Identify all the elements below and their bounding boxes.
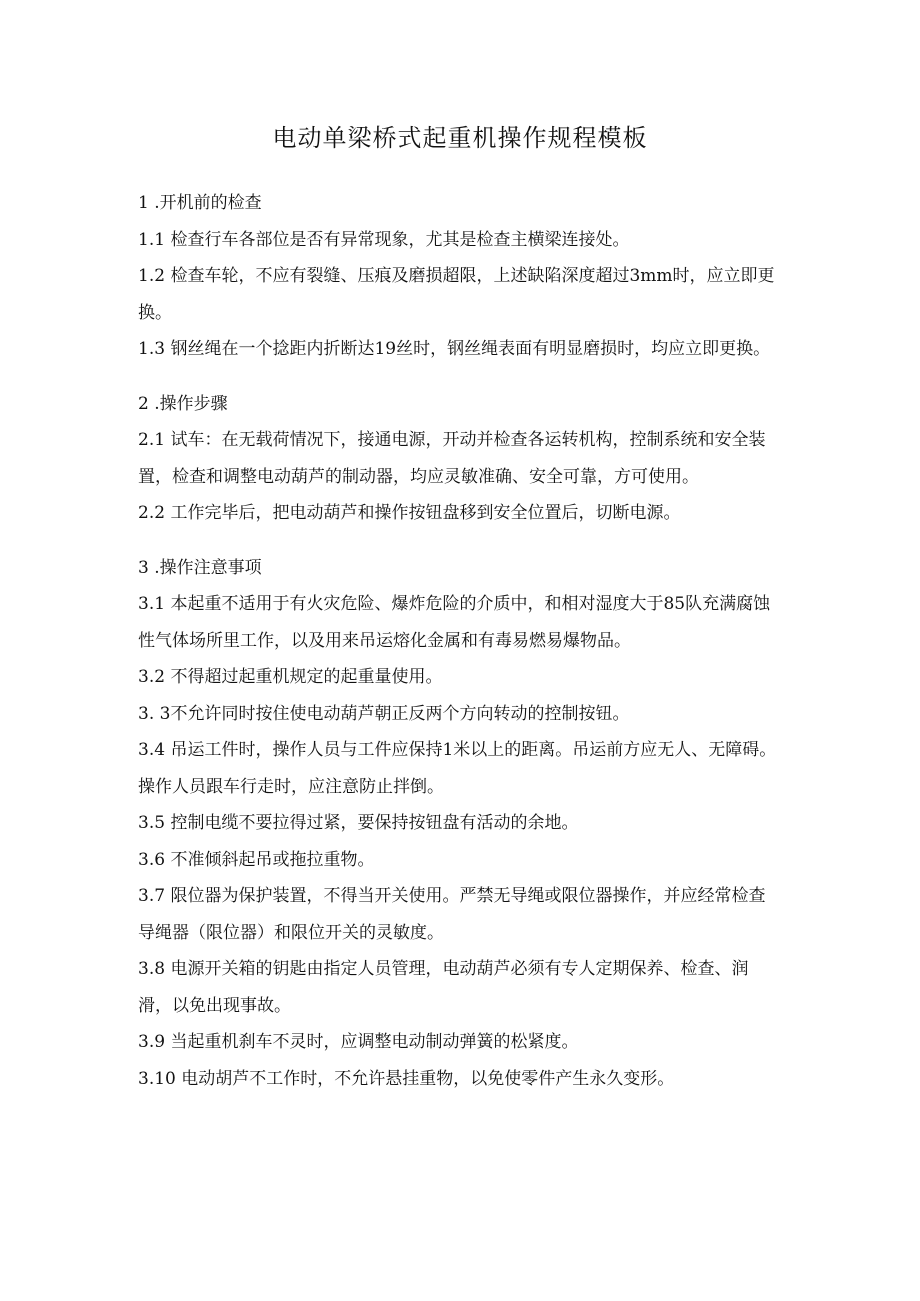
paragraph: 3.5 控制电缆不要拉得过紧，要保持按钮盘有活动的余地。 (138, 813, 579, 833)
paragraph: 3.8 电源开关箱的钥匙由指定人员管理，电动葫芦必须有专人定期保养、检查、润滑，以免出现事故。 (138, 959, 749, 1016)
paragraph: 3.10 电动胡芦不工作时，不允许悬挂重物，以免使零件产生永久变形。 (138, 1068, 675, 1089)
paragraph: 2.2 工作完毕后，把电动葫芦和操作按钮盘移到安全位置后，切断电源。 (138, 503, 681, 523)
paragraph: 3.9 当起重机刹车不灵时，应调整电动制动弹簧的松紧度。 (138, 1032, 579, 1052)
section-heading: 2 .操作步骤 (138, 393, 228, 414)
paragraph: 3. 3不允许同时按住使电动葫芦朝正反两个方向转动的控制按钮。 (138, 703, 630, 724)
paragraph: 3.1 本起重不适用于有火灾危险、爆炸危险的介质中，和相对湿度大于85队充满腐蚀性气体场所里工作，以及用来吊运熔化金属和有毒易燃易爆物品。 (138, 594, 771, 651)
paragraph: 3.2 不得超过起重机规定的起重量使用。 (138, 667, 443, 687)
paragraph: 3.4 吊运工件时，操作人员与工件应保持1米以上的距离。吊运前方应无人、无障碍。操作人员跟车行走时，应注意防止拌倒。 (138, 740, 777, 797)
paragraph: 1.2 检查车轮，不应有裂缝、压痕及磨损超限，上述缺陷深度超过3mm时，应立即更换。 (138, 266, 775, 323)
paragraph: 1.3 钢丝绳在一个捻距内折断达19丝时，钢丝绳表面有明显磨损时，均应立即更换。 (138, 339, 771, 359)
section-gap (138, 368, 778, 386)
paragraph: 2.1 试车：在无载荷情况下，接通电源，开动并检查各运转机构，控制系统和安全装置，检查和调整电动葫芦的制动器，均应灵敏准确、安全可靠，方可使用。 (138, 430, 766, 487)
section-1 (138, 185, 778, 368)
paragraph: 3.6 不准倾斜起吊或拖拉重物。 (138, 849, 375, 870)
paragraph: 1.1 检查行车各部位是否有异常现象，尤其是检查主横梁连接处。 (138, 229, 630, 250)
section-2 (138, 386, 778, 532)
paragraph: 3.7 限位器为保护装置，不得当开关使用。严禁无导绳或限位器操作，并应经常检查导绳器（限位器）和限位开关的灵敏度。 (138, 886, 766, 943)
section-heading: 1 .开机前的检查 (138, 193, 262, 213)
document-body (138, 185, 778, 1097)
section-heading: 3 .操作注意事项 (138, 557, 262, 578)
document-title: 电动单梁桥式起重机操作规程模板 (272, 124, 648, 152)
section-3 (138, 550, 778, 1098)
section-gap (138, 532, 778, 550)
